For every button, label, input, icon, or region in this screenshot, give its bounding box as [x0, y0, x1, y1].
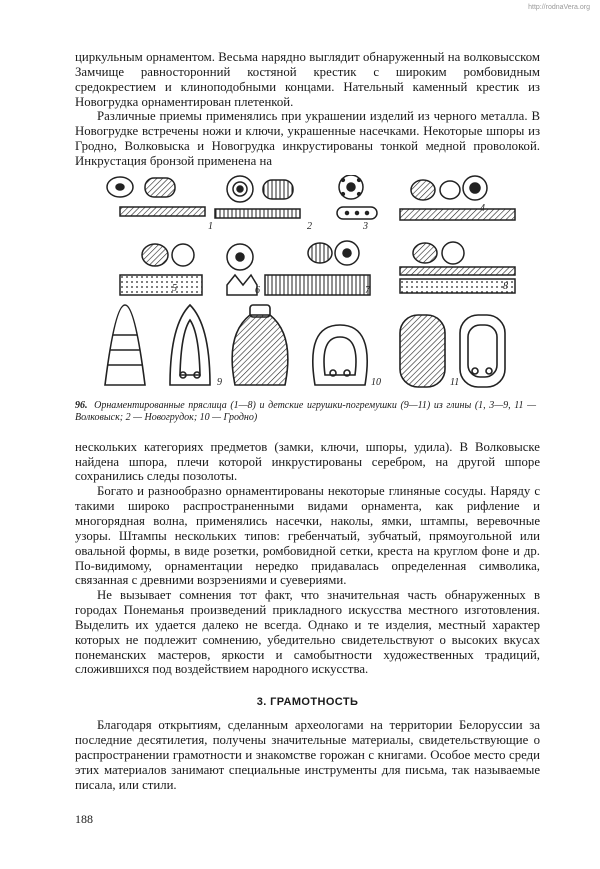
paragraph-1: циркульным орнаментом. Весьма нарядно выглядит обнаруженный на волковысском Замчище равносторонний костяной крестик с широким ромбовидным средокрестием и клиноподобными концами. Нательный каменный крестик из Новогрудка орнаментирован плетенкой.	[75, 50, 540, 109]
label-8: 8	[503, 280, 508, 292]
whorl-5	[120, 244, 202, 295]
label-6: 6	[255, 284, 260, 296]
figure-caption-text: Орнаментированные пряслица (1—8) и детские игрушки-погремушки (9—11) из глины (1, 3—9, 11 — Волковыск; 2 — Новогрудок; 10 — Гродно)	[75, 399, 536, 423]
section-heading: 3. ГРАМОТНОСТЬ	[256, 696, 359, 709]
paragraph-6: Благодаря открытиям, сделанным археологами на территории Белоруссии за последние десятилетия, получены значительные материалы, свидетельствующие о распространении грамотности и знакомстве горожан с книгами. Особое место среди этих материалов занимают специальные инструменты для письма, так называемые писала, или стили.	[75, 718, 540, 792]
whorl-7	[265, 241, 370, 295]
page-content	[75, 50, 540, 792]
paragraph-2: Различные приемы применялись при украшении изделий из черного металла. В Новогрудке встречены ножи и ключи, украшенные насечками. Некоторые шпоры из Гродно, Волковыска и Новогрудка инкрустированы тонкой медной проволокой. Инкрустация бронзой применена на	[75, 109, 540, 168]
label-10: 10	[371, 376, 381, 388]
figure-illustration	[75, 175, 540, 397]
label-3: 3	[363, 220, 368, 232]
whorl-4	[400, 176, 515, 220]
figure-number: 96.	[75, 399, 88, 411]
rattle-9	[105, 305, 210, 385]
whorl-3	[337, 175, 377, 219]
figure-caption	[75, 400, 540, 424]
page-number: 188	[75, 812, 93, 826]
after-figure-paragraphs	[75, 440, 540, 678]
whorl-6	[227, 244, 257, 295]
label-7: 7	[365, 284, 370, 296]
label-9: 9	[217, 376, 222, 388]
label-1: 1	[208, 220, 213, 232]
label-11: 11	[450, 376, 460, 388]
top-paragraphs	[75, 50, 540, 169]
label-4: 4	[480, 202, 485, 214]
section-body	[75, 718, 540, 792]
whorl-8	[400, 242, 515, 293]
label-5: 5	[172, 282, 177, 294]
paragraph-4: Богато и разнообразно орнаментированы некоторые глиняные сосуды. Наряду с такими широко распространенными видами орнамента, как рифление и многорядная волна, применялись насечки, наколы, ямки, штампы, веревочные узоры. Штампы нескольких типов: гребенчатый, зубчатый, прямоугольной или овальной формы, в виде розетки, ромбовидной сетки, креста на круглом фоне и др. По-видимому, орнаментации нередко придавалась определенная символика, связанная с древними возрэениями и суевериями.	[75, 484, 540, 588]
rattle-10	[232, 305, 367, 385]
watermark: http://rodnaVera.org	[528, 4, 590, 11]
paragraph-5: Не вызывает сомнения тот факт, что значительная часть обнаруженных в городах Понеманья произведений прикладного искусства местного изготовления. Выделить их удается далеко не всегда. Однако и те изделия, местный характер которых не подлежит сомнению, убедительно свидетельствуют о высоких вкусах понеманских мастеров, яркости и самобытности художественных традиций, сложившихся под воздействием народного искусства.	[75, 588, 540, 677]
label-2: 2	[307, 220, 312, 232]
paragraph-3: нескольких категориях предметов (замки, ключи, шпоры, удила). В Волковыске найдена шпора, плечи которой инкрустированы серебром, на другой шпоре сохранились следы позолоты.	[75, 439, 540, 484]
whorl-2	[215, 176, 300, 218]
whorl-1	[107, 177, 205, 216]
figure-96	[75, 175, 540, 397]
